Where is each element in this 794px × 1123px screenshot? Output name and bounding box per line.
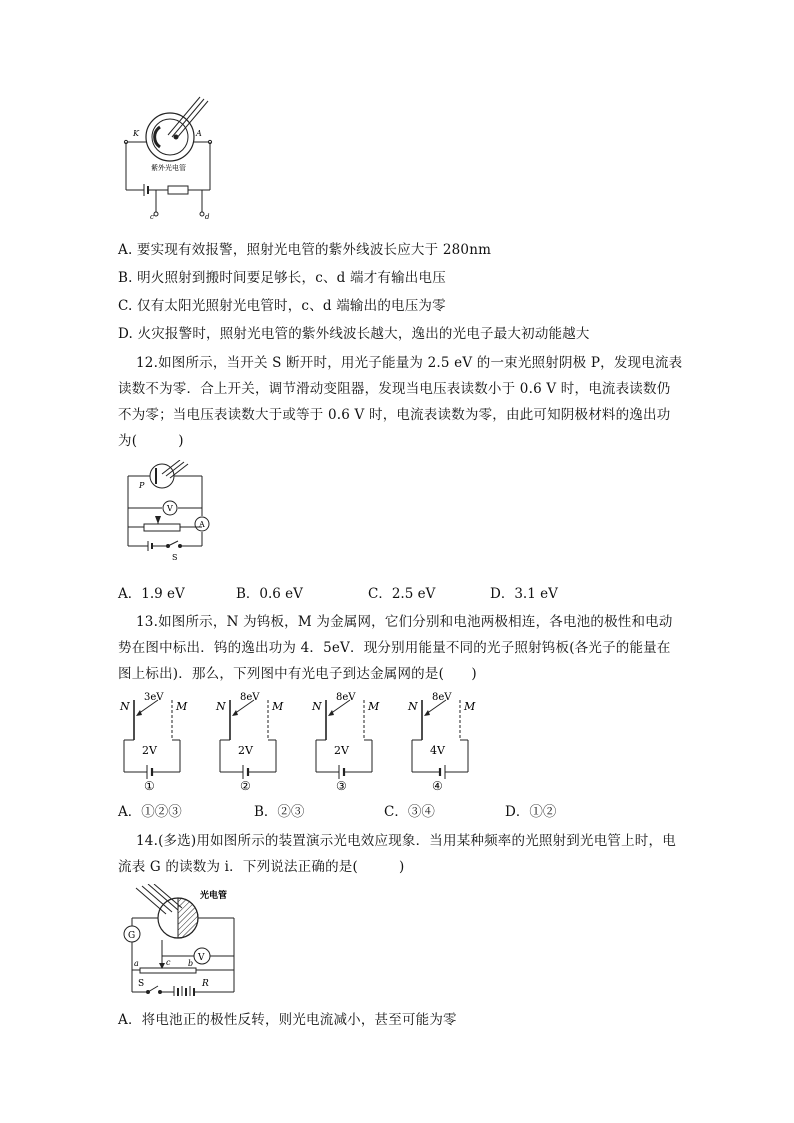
q13-battery-voltage: 2V (142, 744, 157, 757)
q13-text-line-1: 13.如图所示，N 为钨板，M 为金属网，它们分别和电池两极相连，各电池的极性和电动 (136, 614, 673, 630)
q12-label-s: S (172, 553, 178, 562)
photon-arrowhead (136, 710, 142, 716)
q12-option-c: C．2.5 eV (368, 586, 436, 602)
q12-option-d: D．3.1 eV (490, 586, 558, 602)
q13-panel-number: ① (144, 779, 155, 793)
q13-label-n: N (120, 700, 130, 713)
q14-label-c: c (166, 958, 171, 967)
q13-label-m: M (176, 700, 188, 713)
q14-label-v: V (198, 953, 205, 963)
photon-arrowhead (232, 710, 238, 716)
q14-text-line-1: 14.(多选)用如图所示的装置演示光电效应现象．当用某种频率的光照射到光电管上时，电 (136, 833, 676, 849)
q14-label-a: a (134, 959, 139, 968)
q13-option-d: D．①② (505, 804, 557, 820)
q13-panel (215, 692, 284, 793)
q13-panel (311, 692, 380, 793)
q13-label-m: M (368, 700, 380, 713)
q13-option-c: C．③④ (384, 804, 435, 820)
q13-panel-number: ② (240, 779, 251, 793)
q13-photon-energy: 8eV (240, 692, 260, 703)
q11-option-b: B. 明火照射到搬时间要足够长，c、d 端才有输出电压 (118, 270, 446, 286)
q12-text-line-1: 12.如图所示，当开关 S 断开时，用光子能量为 2.5 eV 的一束光照射阴极 P，发现电流表 (136, 355, 683, 371)
q12-label-p: P (139, 481, 145, 490)
q12-text-line-4: 为( ) (118, 433, 184, 449)
q13-figure (116, 688, 486, 794)
q13-photon-energy: 3eV (144, 692, 164, 703)
q13-label-m: M (464, 700, 476, 713)
q11-option-d: D. 火灾报警时，照射光电管的紫外线波长越大，逸出的光电子最大初动能越大 (118, 326, 590, 342)
photon-arrowhead (424, 710, 430, 716)
q13-panel (407, 692, 476, 793)
q13-label-m: M (272, 700, 284, 713)
q14-option-a: A．将电池正的极性反转，则光电流减小，甚至可能为零 (118, 1012, 457, 1028)
q13-label-n: N (312, 700, 322, 713)
q13-label-n: N (216, 700, 226, 713)
q13-battery-voltage: 4V (430, 744, 445, 757)
q11-label-d: d (205, 213, 210, 221)
q14-label-r: R (202, 979, 209, 989)
photon-arrowhead (328, 710, 334, 716)
q13-text-line-3: 图上标出)．那么，下列图中有光电子到达金属网的是( ) (118, 666, 477, 682)
q12-option-a: A．1.9 eV (118, 586, 185, 602)
q13-battery-voltage: 2V (334, 744, 349, 757)
q11-option-c: C. 仅有太阳光照射光电管时，c、d 端输出的电压为零 (118, 298, 446, 314)
q13-panel-number: ③ (336, 779, 347, 793)
q11-label-c: c (150, 213, 154, 221)
q14-label-g: G (128, 931, 136, 941)
q14-label-b: b (188, 959, 194, 968)
q13-panel-number: ④ (432, 779, 443, 793)
q13-option-a: A．①②③ (118, 804, 182, 820)
q11-figure (118, 95, 218, 225)
q12-label-a: A (199, 520, 205, 529)
q13-option-b: B．②③ (254, 804, 305, 820)
q12-label-v: V (167, 504, 173, 513)
q11-label-a: A (196, 129, 202, 138)
q12-figure (122, 460, 212, 572)
q12-text-line-2: 读数不为零．合上开关，调节滑动变阻器，发现当电压表读数小于 0.6 V 时，电流表读数仍 (118, 381, 671, 397)
q14-figure (122, 884, 240, 996)
q11-label-tube: 紫外光电管 (151, 164, 186, 172)
q13-panel (119, 692, 188, 793)
q11-option-a: A. 要实现有效报警，照射光电管的紫外线波长应大于 280nm (118, 242, 492, 258)
q14-label-tube: 光电管 (200, 891, 228, 901)
q14-label-s: S (138, 979, 145, 989)
q12-option-b: B．0.6 eV (236, 586, 303, 602)
q13-photon-energy: 8eV (432, 692, 452, 703)
q14-text-line-2: 流表 G 的读数为 i．下列说法正确的是( ) (118, 859, 405, 875)
q13-photon-energy: 8eV (336, 692, 356, 703)
q13-label-n: N (408, 700, 418, 713)
q11-label-k: K (133, 129, 139, 138)
q13-text-line-2: 势在图中标出．钨的逸出功为 4．5eV．现分别用能量不同的光子照射钨板(各光子的能量在 (118, 640, 671, 656)
q13-battery-voltage: 2V (238, 744, 253, 757)
q12-text-line-3: 不为零；当电压表读数大于或等于 0.6 V 时，电流表读数为零，由此可知阴极材料的逸出功 (118, 407, 671, 423)
